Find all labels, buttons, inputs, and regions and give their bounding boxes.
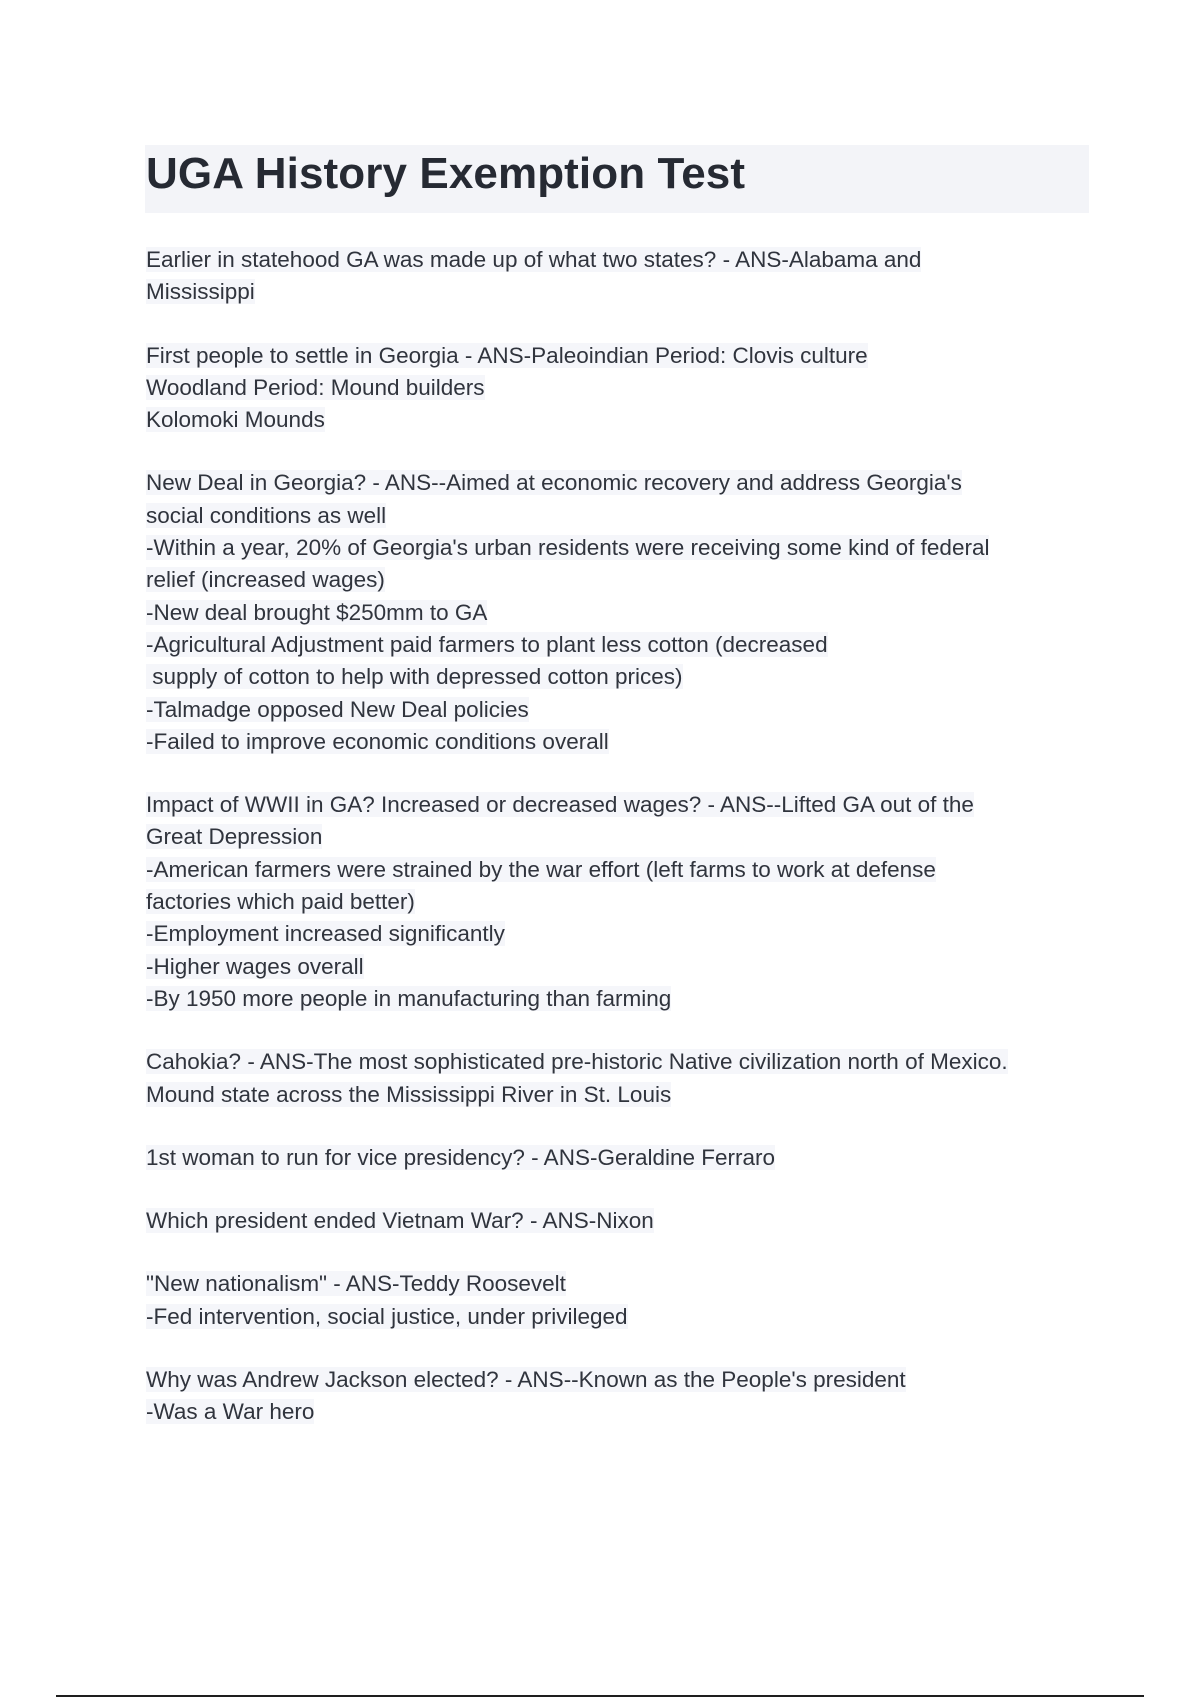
qa-line: Great Depression [146,824,323,850]
qa-line: Which president ended Vietnam War? - ANS-Nixon [146,1208,654,1234]
page-title: UGA History Exemption Test [146,149,746,198]
qa-line: relief (increased wages) [146,567,385,593]
qa-line: Impact of WWII in GA? Increased or decreased wages? - ANS--Lifted GA out of the [146,792,974,818]
qa-line: -By 1950 more people in manufacturing than farming [146,985,672,1011]
qa-item [146,340,1106,437]
qa-item [146,244,1106,309]
qa-line: -New deal brought $250mm to GA [146,599,488,625]
qa-line: -Higher wages overall [146,953,364,979]
qa-list [146,244,1106,1460]
qa-line: -Employment increased significantly [146,921,505,947]
qa-line: Mound state across the Mississippi River in St. Louis [146,1081,672,1107]
qa-line: First people to settle in Georgia - ANS-Paleoindian Period: Clovis culture [146,342,868,368]
qa-line: "New nationalism" - ANS-Teddy Roosevelt [146,1271,566,1297]
qa-line: -Fed intervention, social justice, under privileged [146,1303,628,1329]
qa-line: Kolomoki Mounds [146,407,325,433]
qa-line: 1st woman to run for vice presidency? - ANS-Geraldine Ferraro [146,1144,776,1170]
qa-line: Earlier in statehood GA was made up of what two states? - ANS-Alabama and [146,247,922,272]
qa-item [146,1046,1106,1111]
qa-line: factories which paid better) [146,889,415,915]
qa-line: -Failed to improve economic conditions overall [146,728,609,754]
qa-item [146,467,1106,758]
qa-line: social conditions as well [146,502,387,528]
qa-item [146,1205,1106,1237]
qa-line: Woodland Period: Mound builders [146,374,485,400]
qa-line: -Agricultural Adjustment paid farmers to plant less cotton (decreased [146,631,828,657]
qa-line: Cahokia? - ANS-The most sophisticated pre-historic Native civilization north of Mexico. [146,1049,1008,1075]
qa-item [146,789,1106,1015]
qa-line: -Was a War hero [146,1399,315,1425]
qa-line: Mississippi [146,279,255,305]
qa-line: supply of cotton to help with depressed cotton prices) [146,664,683,690]
qa-item [146,1142,1106,1174]
qa-line: -Talmadge opposed New Deal policies [146,696,529,722]
qa-line: New Deal in Georgia? - ANS--Aimed at economic recovery and address Georgia's [146,470,962,496]
qa-line: -American farmers were strained by the war effort (left farms to work at defense [146,856,936,882]
qa-item [146,1268,1106,1333]
qa-item [146,1364,1106,1429]
qa-line: -Within a year, 20% of Georgia's urban residents were receiving some kind of federal [146,535,990,561]
footer-divider [56,1695,1144,1697]
qa-line: Why was Andrew Jackson elected? - ANS--Known as the People's president [146,1367,906,1393]
